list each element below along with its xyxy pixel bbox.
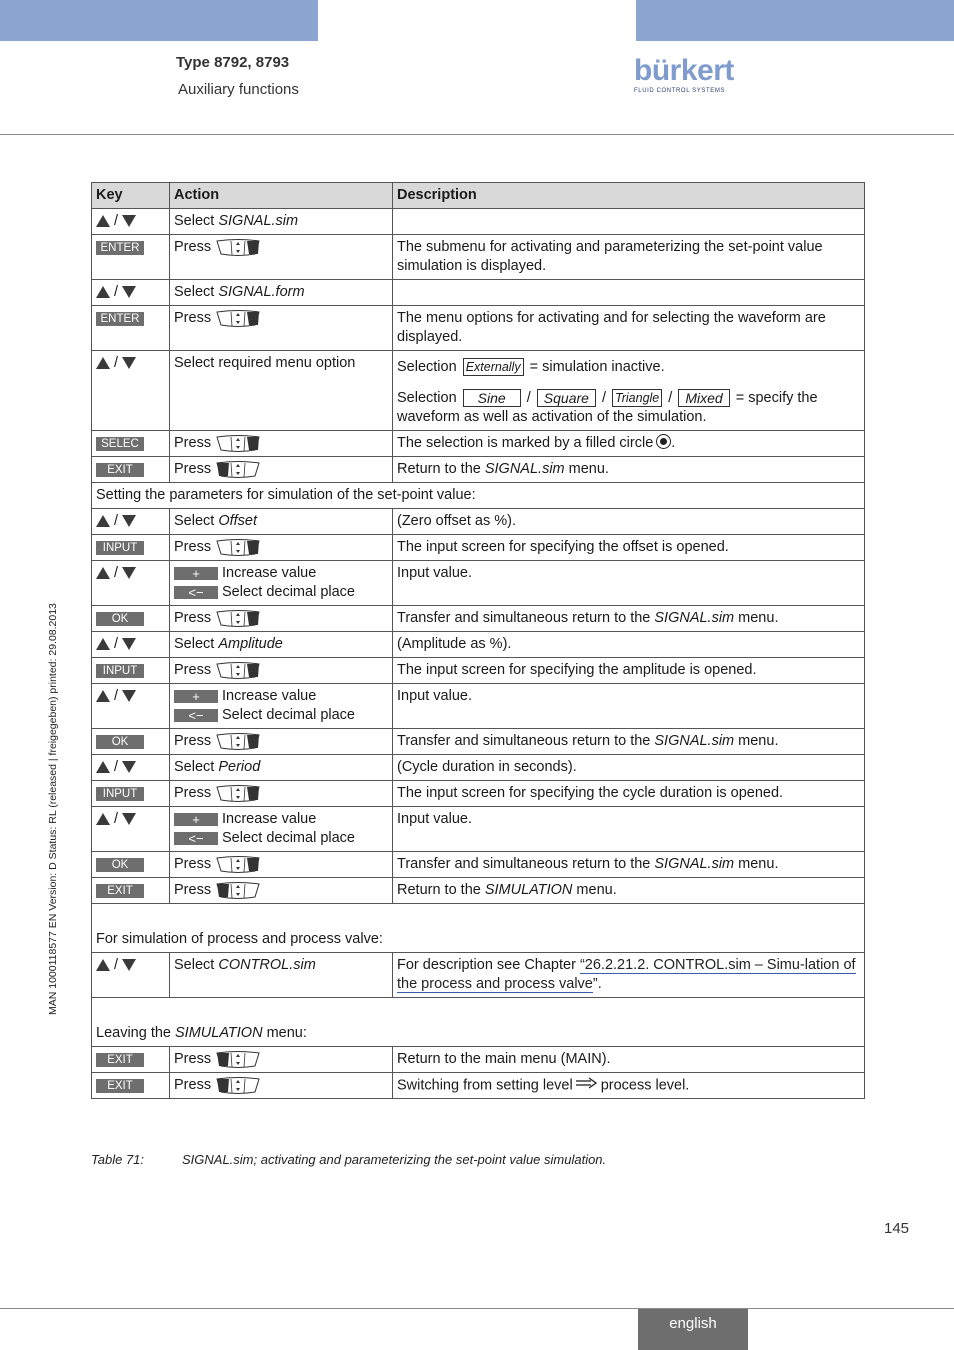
- option-externally: Externally: [463, 358, 524, 376]
- document-type-title: Type 8792, 8793: [176, 54, 290, 71]
- back-key-icon: <−: [174, 709, 218, 722]
- document-status-sidebar: MAN 1000118577 EN Version: D Status: RL (released | freigegeben) printed: 29.08.2013: [47, 603, 59, 1015]
- keypad-left-icon: [211, 461, 261, 477]
- option-triangle: Triangle: [612, 389, 662, 407]
- keypad-right-icon: [211, 733, 261, 749]
- option-square: Square: [537, 389, 596, 407]
- table-row: / + Increase value <− Select decimal place Input value.: [92, 807, 865, 852]
- keypad-right-icon: [211, 239, 261, 255]
- exit-key: EXIT: [96, 463, 144, 477]
- ok-key: OK: [96, 735, 144, 749]
- footer-divider: [0, 1308, 954, 1309]
- header-divider: [0, 134, 954, 135]
- table-row: EXIT Press Return to the SIMULATION menu.: [92, 878, 865, 904]
- keypad-right-icon: [211, 539, 261, 555]
- description-cell: [393, 209, 865, 235]
- enter-key: ENTER: [96, 241, 144, 255]
- plus-key-icon: +: [174, 690, 218, 703]
- table-row: INPUT Press The input screen for specifying the offset is opened.: [92, 535, 865, 561]
- table-row: [92, 209, 865, 235]
- table-row: SELEC Press The selection is marked by a filled circle .: [92, 431, 865, 457]
- section-row: For simulation of process and process valve:: [92, 904, 865, 953]
- up-down-arrows-icon: /: [96, 688, 136, 704]
- plus-key-icon: +: [174, 813, 218, 826]
- keypad-right-icon: [211, 310, 261, 326]
- up-down-arrows-icon: /: [96, 565, 136, 581]
- table-header-row: [92, 183, 865, 209]
- table-row: / + Increase value <− Select decimal place Input value.: [92, 561, 865, 606]
- keypad-right-icon: [211, 785, 261, 801]
- table-row: EXIT Press Switching from setting level process level.: [92, 1073, 865, 1099]
- up-down-arrows-icon: /: [96, 513, 136, 529]
- up-down-arrows-icon: /: [96, 759, 136, 775]
- key-cell: [92, 209, 170, 235]
- table-row: / + Increase value <− Select decimal place Input value.: [92, 684, 865, 729]
- header-action: Action: [170, 183, 393, 209]
- table-row: / Select SIGNAL.form: [92, 280, 865, 306]
- header-accent-bar-left: [0, 0, 318, 41]
- up-down-arrows-icon: /: [96, 957, 136, 973]
- ok-key: OK: [96, 858, 144, 872]
- table-row: ENTER Press The menu options for activating and for selecting the waveform are displayed.: [92, 306, 865, 351]
- table-row: / Select CONTROL.sim For description see Chapter “26.2.21.2. CONTROL.sim – Simu-lation of the process and process valve”.: [92, 953, 865, 998]
- filled-circle-icon: [656, 434, 671, 449]
- table-row: INPUT Press The input screen for specifying the cycle duration is opened.: [92, 781, 865, 807]
- plus-key-icon: +: [174, 567, 218, 580]
- table-row: / Select Amplitude (Amplitude as %).: [92, 632, 865, 658]
- exit-key: EXIT: [96, 884, 144, 898]
- logo-tagline: FLUID CONTROL SYSTEMS: [634, 88, 726, 94]
- back-key-icon: <−: [174, 832, 218, 845]
- table-row: / Select Period (Cycle duration in seconds).: [92, 755, 865, 781]
- table-row: INPUT Press The input screen for specifying the amplitude is opened.: [92, 658, 865, 684]
- header-description: Description: [393, 183, 865, 209]
- input-key: INPUT: [96, 664, 144, 678]
- input-key: INPUT: [96, 541, 144, 555]
- up-down-arrows-icon: /: [96, 284, 136, 300]
- keypad-left-icon: [211, 1051, 261, 1067]
- keypad-right-icon: [211, 856, 261, 872]
- exit-key: EXIT: [96, 1053, 144, 1067]
- table-row: OK Press Transfer and simultaneous return to the SIGNAL.sim menu.: [92, 852, 865, 878]
- signal-sim-table: [91, 182, 865, 1099]
- document-section-subtitle: Auxiliary functions: [178, 81, 299, 98]
- table-row: OK Press Transfer and simultaneous return to the SIGNAL.sim menu.: [92, 606, 865, 632]
- table-row: / Select Offset (Zero offset as %).: [92, 509, 865, 535]
- ok-key: OK: [96, 612, 144, 626]
- selec-key: SELEC: [96, 437, 144, 451]
- option-mixed: Mixed: [678, 389, 729, 407]
- keypad-left-icon: [211, 1077, 261, 1093]
- keypad-right-icon: [211, 662, 261, 678]
- option-sine: Sine: [463, 389, 521, 407]
- header-key: Key: [92, 183, 170, 209]
- language-tab: english: [638, 1309, 748, 1350]
- logo-wordmark: bürkert: [634, 54, 734, 87]
- burkert-logo: [634, 56, 734, 96]
- section-row: Setting the parameters for simulation of the set-point value:: [92, 483, 865, 509]
- keypad-right-icon: [211, 610, 261, 626]
- table-row: EXIT Press Return to the SIGNAL.sim menu.: [92, 457, 865, 483]
- input-key: INPUT: [96, 787, 144, 801]
- page-number: 145: [884, 1220, 910, 1237]
- up-down-arrows-icon: /: [96, 811, 136, 827]
- up-down-arrows-icon: /: [96, 636, 136, 652]
- chapter-link[interactable]: “26.2.21.2. CONTROL.sim – Simu-lation of the process and process valve: [397, 957, 856, 992]
- back-key-icon: <−: [174, 586, 218, 599]
- enter-key: ENTER: [96, 312, 144, 326]
- table-row: OK Press Transfer and simultaneous return to the SIGNAL.sim menu.: [92, 729, 865, 755]
- up-down-arrows-icon: /: [96, 355, 136, 371]
- section-row: Leaving the SIMULATION menu:: [92, 998, 865, 1047]
- keypad-right-icon: [211, 435, 261, 451]
- table-caption: Table 71: SIGNAL.sim; activating and parameterizing the set-point value simulation.: [91, 1152, 607, 1167]
- keypad-left-icon: [211, 882, 261, 898]
- double-arrow-right-icon: [576, 1076, 598, 1095]
- table-row: ENTER Press The submenu for activating and parameterizing the set-point value simulation is displayed.: [92, 235, 865, 280]
- table-row: / Select required menu option Selection Externally = simulation inactive. Selection Sine / Square / Triangle / Mixed = specify the waveform as well as activation of the simulation.: [92, 351, 865, 431]
- exit-key: EXIT: [96, 1079, 144, 1093]
- action-cell: Select SIGNAL.sim: [170, 209, 393, 235]
- header-accent-bar-right: [636, 0, 954, 41]
- table-row: EXIT Press Return to the main menu (MAIN).: [92, 1047, 865, 1073]
- up-down-arrows-icon: /: [96, 213, 136, 229]
